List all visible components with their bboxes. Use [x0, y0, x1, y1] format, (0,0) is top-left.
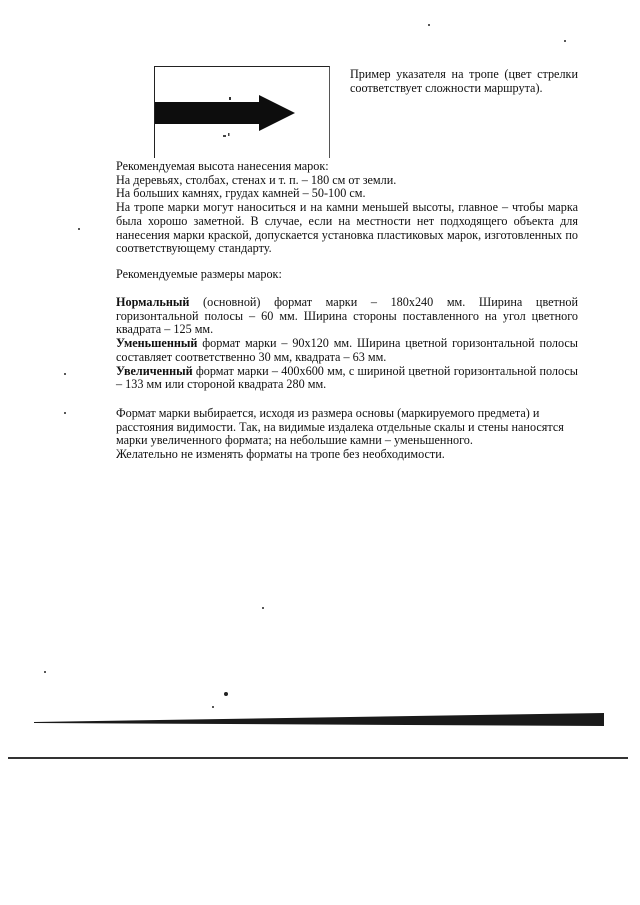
sizes-heading: Рекомендуемые размеры марок:	[116, 267, 282, 281]
reduced-format-term: Уменьшенный	[116, 336, 198, 351]
scan-speck	[262, 607, 264, 609]
height-section	[116, 160, 578, 256]
scan-edge-wedge	[34, 712, 606, 728]
arrow-icon	[155, 67, 331, 159]
scan-speck	[78, 228, 80, 230]
scan-speck	[64, 373, 66, 375]
scan-speck	[564, 40, 566, 42]
enlarged-format	[116, 365, 578, 392]
normal-format	[116, 296, 578, 337]
scan-speck	[44, 671, 46, 673]
reduced-format-text: формат марки – 90х120 мм. Ширина цветной горизонтальной полосы составляет соответственно 30 мм, квадрата – 63 мм.	[116, 336, 578, 364]
scan-speck	[212, 706, 214, 708]
sign-caption: Пример указателя на тропе (цвет стрелки соответствует сложности маршрута).	[350, 67, 578, 95]
height-line-stones: На больших камнях, грудах камней – 50-100 см.	[116, 186, 366, 201]
choice-closing: Желательно не изменять форматы на тропе без необходимости.	[116, 447, 445, 462]
scan-speck	[224, 692, 228, 696]
sizes-section	[116, 296, 578, 392]
height-line-trail: На тропе марки могут наноситься и на камни меньшей высоты, главное – чтобы марка была хорошо заметной. В случае, если на местности нет подходящего объекта для нанесения марки краской, допускается установка пластиковых марок, изготовленных по соответствующему стандарту.	[116, 200, 578, 256]
trail-sign-illustration	[154, 66, 330, 158]
normal-format-term: Нормальный	[116, 295, 190, 309]
height-heading: Рекомендуемая высота нанесения марок:	[116, 159, 329, 173]
choice-section	[116, 407, 568, 462]
scan-speck	[428, 24, 430, 26]
normal-format-text: (основной) формат марки – 180х240 мм. Ширина цветной горизонтальной полосы – 60 мм. Ширина стороны поставленного на угол цветного квадрата – 125 мм.	[116, 295, 578, 337]
scan-speck	[64, 412, 66, 414]
enlarged-format-term: Увеличенный	[116, 363, 193, 378]
height-line-trees: На деревьях, столбах, стенах и т. п. – 180 см от земли.	[116, 172, 397, 187]
choice-text: Формат марки выбирается, исходя из размера основы (маркируемого предмета) и расстояния видимости. Так, на видимые издалека отдельные скалы и стены наносятся марки увеличенного формата; на небольшие камни – уменьшенного.	[116, 406, 564, 448]
reduced-format	[116, 337, 578, 364]
bottom-rule	[8, 757, 628, 759]
enlarged-format-text: формат марки – 400х600 мм, с шириной цветной горизонтальной полосы – 133 мм или стороной квадрата 280 мм.	[116, 363, 578, 392]
